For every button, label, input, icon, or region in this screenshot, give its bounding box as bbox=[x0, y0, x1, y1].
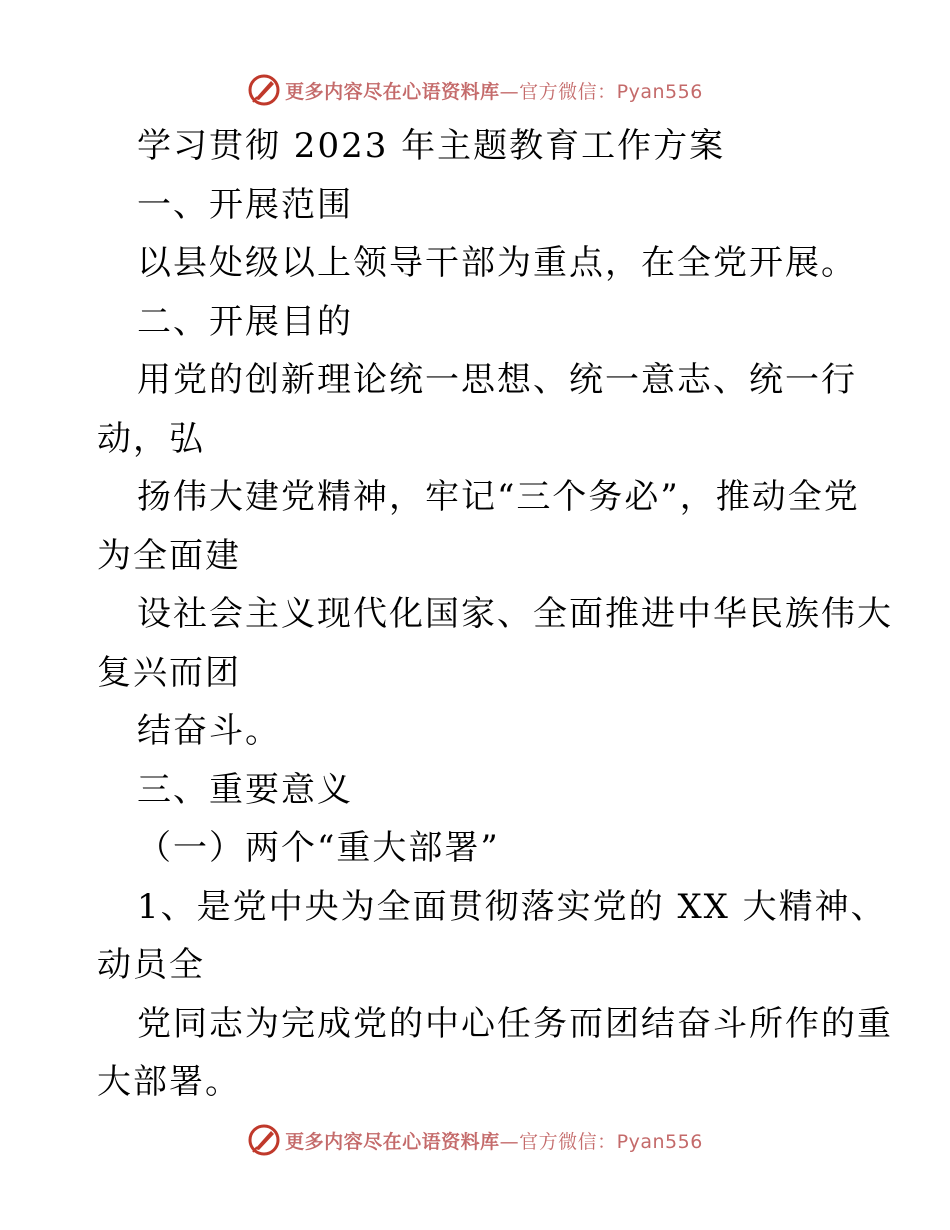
footer-watermark-banner bbox=[0, 1120, 950, 1160]
paragraph-line: 大部署。 bbox=[97, 1062, 241, 1102]
watermark-text: 更多内容尽在心语资料库—官方微信：Pyan556 bbox=[285, 80, 703, 103]
subsection-heading: （一）两个“重大部署” bbox=[137, 828, 500, 868]
paragraph-line: 为全面建 bbox=[97, 535, 241, 576]
paragraph-line: 1、是党中央为全面贯彻落实党的 XX 大精神、 bbox=[137, 886, 887, 927]
quill-logo-icon bbox=[247, 73, 281, 107]
section-heading: 二、开展目的 bbox=[137, 301, 353, 342]
header-watermark-banner bbox=[0, 70, 950, 110]
quill-logo-icon bbox=[247, 1123, 281, 1157]
document-title: 学习贯彻 2023 年主题教育工作方案 bbox=[137, 126, 726, 166]
section-heading: 三、重要意义 bbox=[137, 769, 353, 810]
section-heading: 一、开展范围 bbox=[137, 184, 353, 225]
watermark-text: 更多内容尽在心语资料库—官方微信：Pyan556 bbox=[285, 1130, 703, 1153]
paragraph-line: 以县处级以上领导干部为重点，在全党开展。 bbox=[137, 243, 857, 283]
paragraph-line: 用党的创新理论统一思想、统一意志、统一行 bbox=[137, 360, 857, 400]
paragraph-line: 设社会主义现代化国家、全面推进中华民族伟大 bbox=[137, 594, 893, 634]
paragraph-line: 党同志为完成党的中心任务而团结奋斗所作的重 bbox=[137, 1003, 893, 1044]
document-body bbox=[97, 117, 893, 1112]
paragraph-line: 复兴而团 bbox=[97, 652, 241, 693]
paragraph-line: 动，弘 bbox=[97, 418, 205, 459]
paragraph-line: 结奋斗。 bbox=[137, 711, 281, 751]
paragraph-line: 扬伟大建党精神，牢记“三个务必”，推动全党 bbox=[137, 477, 860, 517]
paragraph-line: 动员全 bbox=[97, 945, 205, 985]
